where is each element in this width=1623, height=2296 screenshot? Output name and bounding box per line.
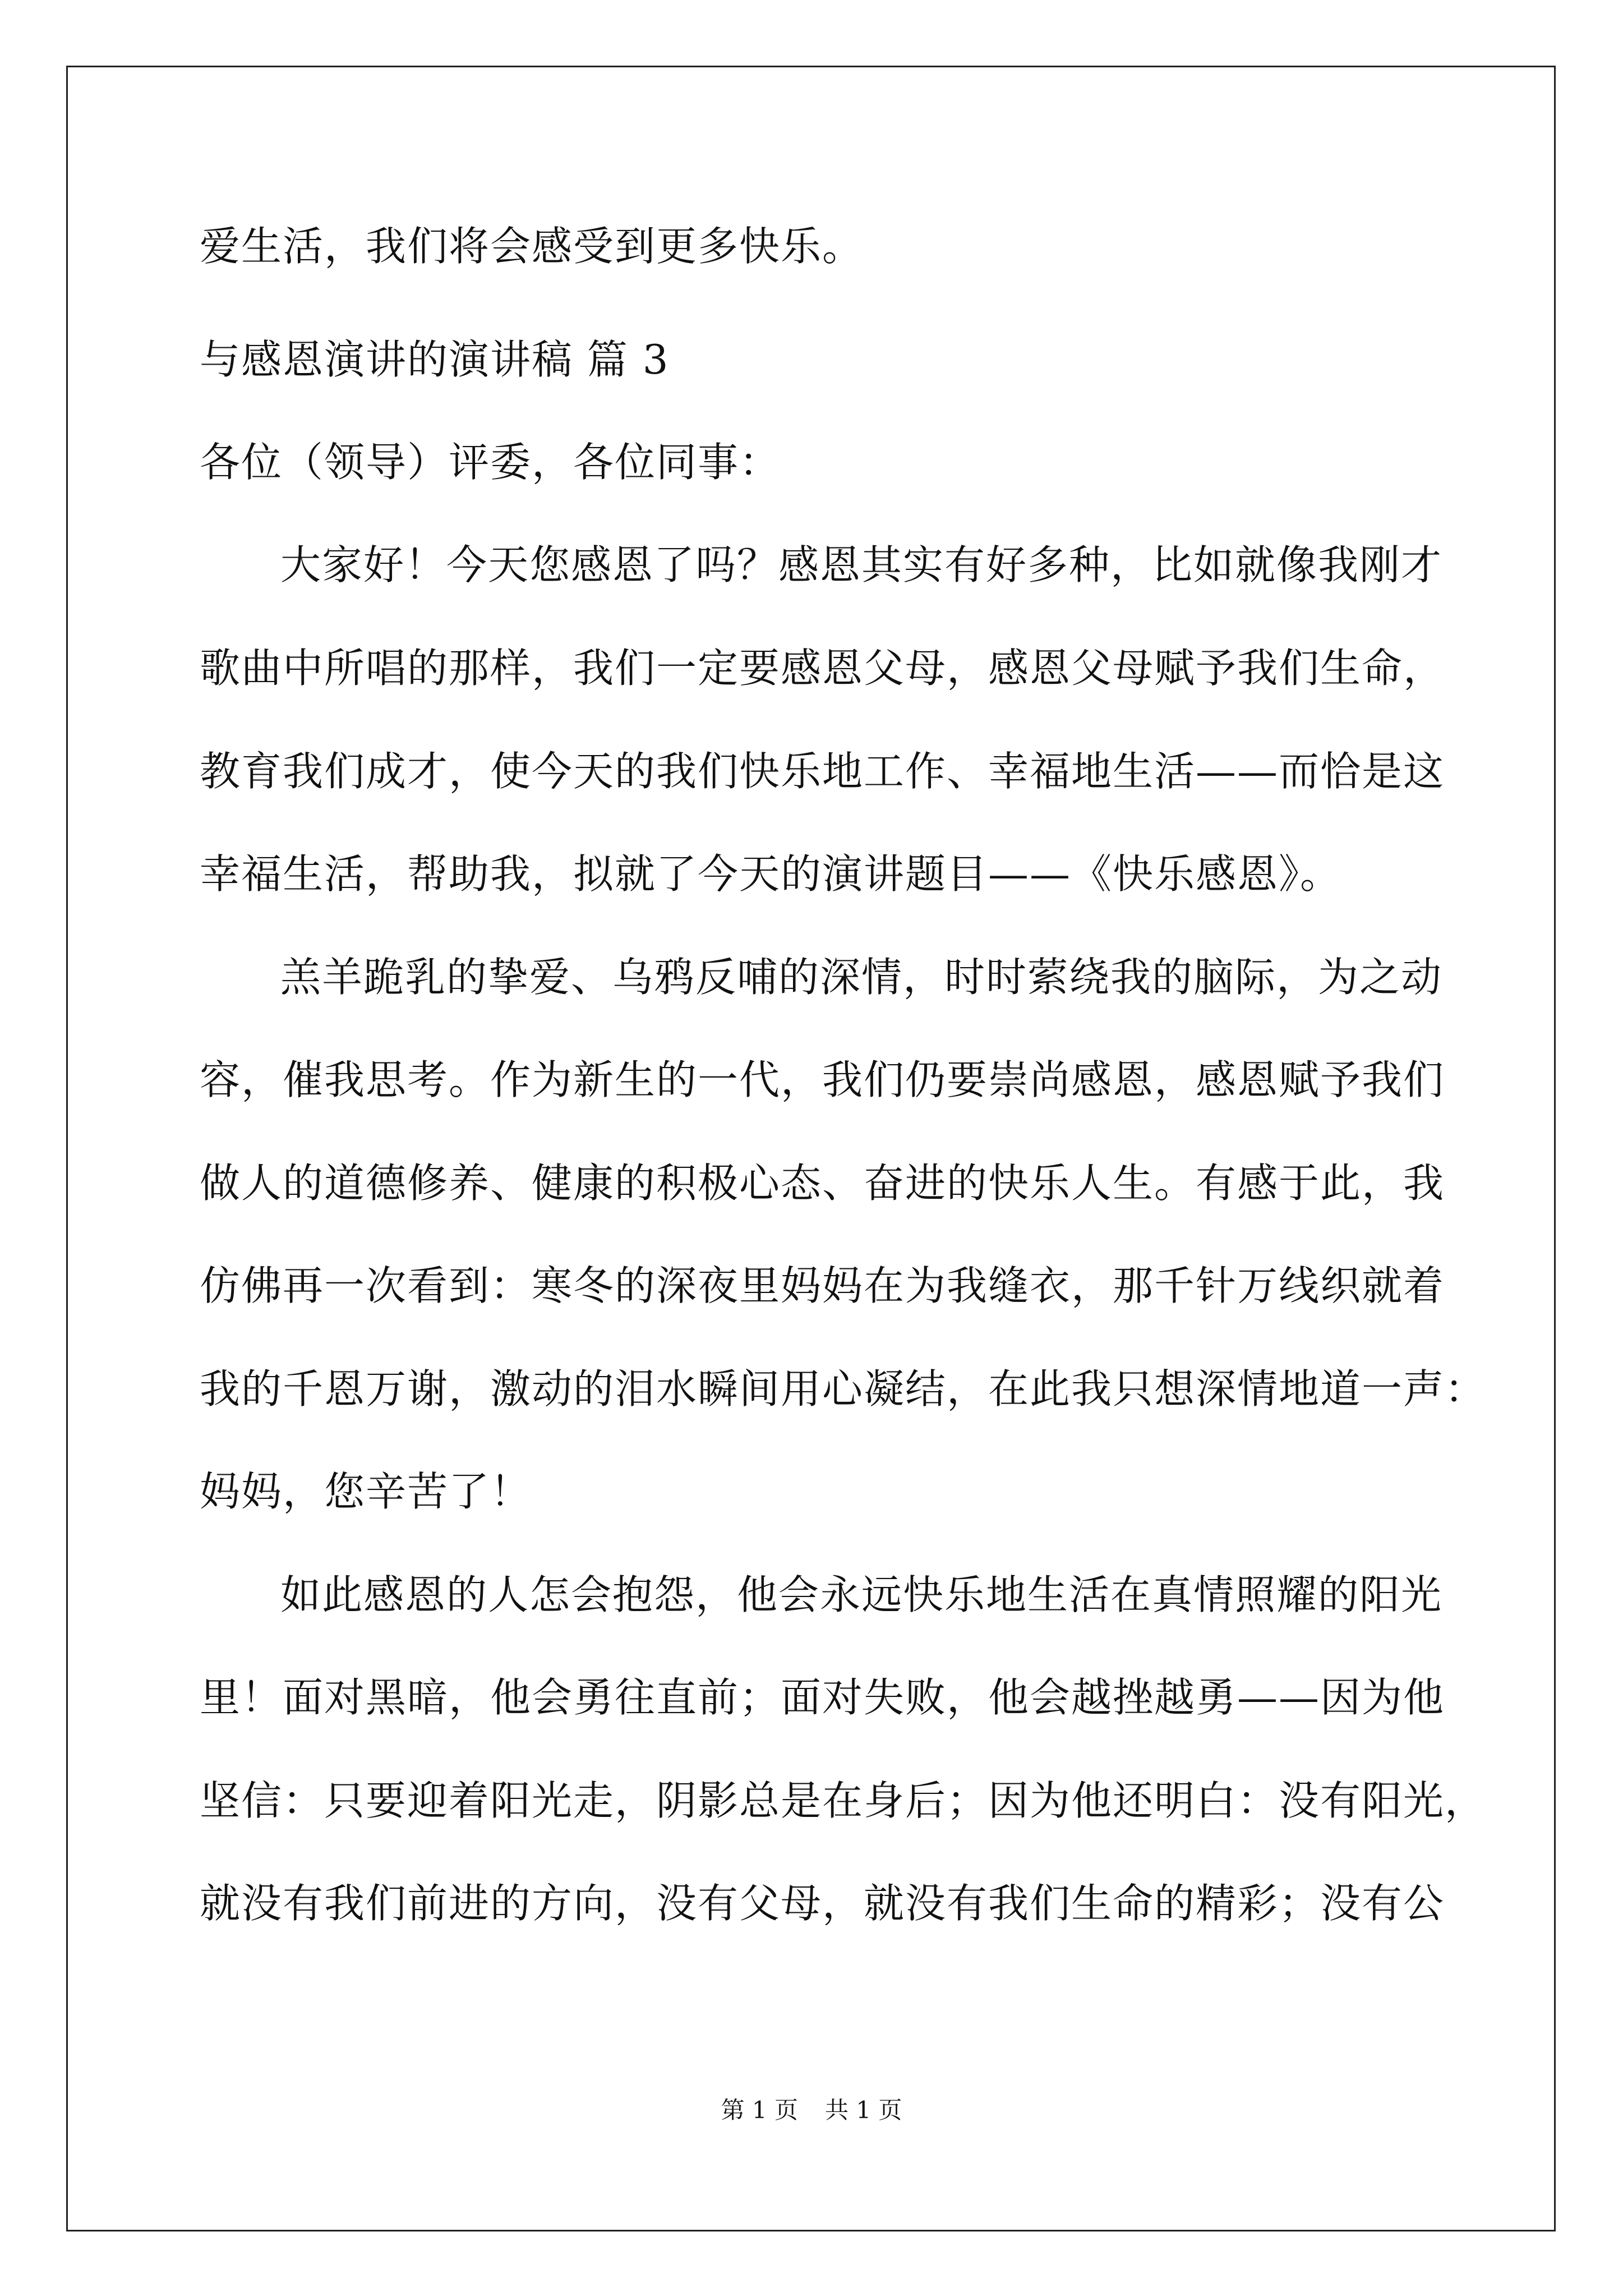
paragraph-line: 幸福生活，帮助我，拟就了今天的演讲题目——《快乐感恩》。 bbox=[200, 850, 1342, 898]
page-total: 共 1 页 bbox=[825, 2096, 902, 2124]
paragraph-line: 坚信：只要迎着阳光走，阴影总是在身后；因为他还明白：没有阳光， bbox=[200, 1777, 1487, 1824]
paragraph-line: 做人的道德修养、健康的积极心态、奋进的快乐人生。有感于此，我 bbox=[200, 1159, 1445, 1207]
paragraph-line: 里！面对黑暗，他会勇往直前；面对失败，他会越挫越勇——因为他 bbox=[200, 1674, 1445, 1721]
paragraph-line: 就没有我们前进的方向，没有父母，就没有我们生命的精彩；没有公 bbox=[200, 1880, 1445, 1927]
paragraph-line: 我的千恩万谢，激动的泪水瞬间用心凝结，在此我只想深情地道一声： bbox=[200, 1365, 1487, 1412]
page-footer bbox=[0, 2095, 1623, 2126]
paragraph-line: 仿佛再一次看到：寒冬的深夜里妈妈在为我缝衣，那千针万线织就着 bbox=[200, 1262, 1445, 1309]
text-line: 爱生活，我们将会感受到更多快乐。 bbox=[200, 223, 864, 270]
paragraph-line: 羔羊跪乳的挚爱、乌鸦反哺的深情，时时萦绕我的脑际，为之动 bbox=[280, 954, 1443, 1001]
salutation: 各位（领导）评委，各位同事： bbox=[200, 439, 781, 486]
paragraph-line: 教育我们成才，使今天的我们快乐地工作、幸福地生活——而恰是这 bbox=[200, 748, 1445, 795]
paragraph-line: 容，催我思考。作为新生的一代，我们仍要崇尚感恩，感恩赋予我们 bbox=[200, 1056, 1445, 1103]
paragraph-line: 如此感恩的人怎会抱怨，他会永远快乐地生活在真情照耀的阳光 bbox=[280, 1571, 1443, 1618]
page-number: 第 1 页 bbox=[721, 2096, 798, 2124]
paragraph-line: 大家好！今天您感恩了吗？感恩其实有好多种，比如就像我刚才 bbox=[280, 541, 1443, 588]
paragraph-line: 歌曲中所唱的那样，我们一定要感恩父母，感恩父母赋予我们生命， bbox=[200, 645, 1445, 692]
section-heading: 与感恩演讲的演讲稿 篇 3 bbox=[200, 336, 670, 383]
paragraph-line: 妈妈，您辛苦了！ bbox=[200, 1468, 532, 1515]
